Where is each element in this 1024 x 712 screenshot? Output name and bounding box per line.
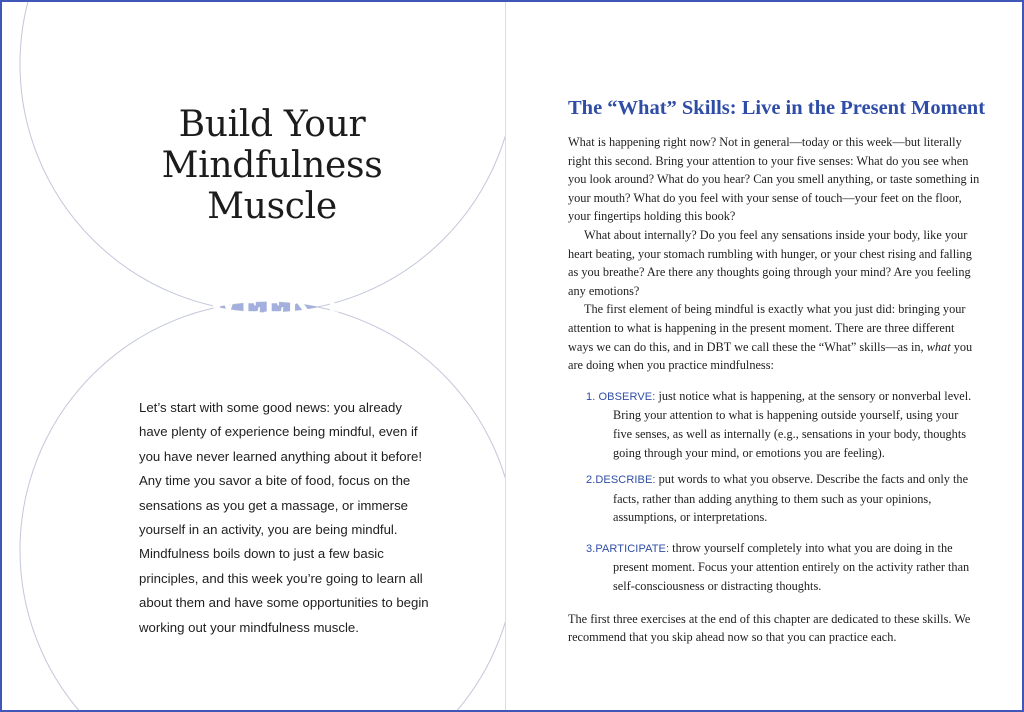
skill-name: 3.PARTICIPATE: [586,542,670,555]
skill-name: 1. OBSERVE: [586,390,656,403]
chapter-title [102,104,442,227]
chapter-title-line: Muscle [207,186,337,227]
emphasis-text: what [926,339,951,354]
skill-description: throw yourself completely into what you are doing in the present moment. Focus your attention entirely on the activity rather than self-consciousness or distracting thoughts. [613,540,970,594]
intro-paragraph: Let’s start with some good news: you already have plenty of experience being mindful, even if you have never learned anything about it before! Any time you savor a bite of food, focus on the sensations as you get a massage, or immerse yourself in an activity, you are being mindful. Mindfulness boils down to just a few basic principles, and this week you’re going to learn all about them and have some opportunities to begin working out your mindfulness muscle. [139,400,429,635]
body-paragraph [568,300,980,374]
skill-description: just notice what is happening, at the sensory or nonverbal level. Bring your attention to what is happening outside yourself, using your five senses, as well as internally (e.g., sensations in your body, thoughts going through your mind, or emotions you are feeling). [613,388,972,460]
skill-describe [568,470,980,527]
closing-paragraph: The first three exercises at the end of this chapter are dedicated to these skills. We recommend that you skip ahead now so that you can practice each. [568,611,971,645]
body-paragraph: What about internally? Do you feel any sensations inside your body, like your heart beating, your stomach rumbling with hunger, or your chest rising and falling as you breathe? Are there any thoughts going through your mind? Are you feeling any emotions? [568,227,972,298]
body-paragraph: What is happening right now? Not in general—today or this week—but literally right this second. Bring your attention to your five senses: What do you see when you look around? What do you hear? Can you smell anything, or taste something in your mouth? What do you feel with your sense of touch—your feet on the floor, your fingertips holding this book? [568,135,980,224]
right-page [506,2,1022,710]
chapter-title-line: Build Your [178,104,366,145]
skill-participate [568,539,980,596]
body-text [568,133,980,647]
skill-name: 2.DESCRIBE: [586,474,656,487]
what-skills-list [568,387,980,596]
paragraph-text: you are doing when you practice mindfulness: [568,339,973,373]
week-label: WEEK 1 [206,284,342,320]
paragraph-text: The first element of being mindful is exactly what you just did: bringing your attention to what is happening in the present moment. There are three different ways we can do this, and in DBT we call these the “What” skills—as in, [568,302,966,354]
chapter-title-line: Mindfulness [161,145,383,186]
left-page [2,2,505,710]
skill-description: put words to what you observe. Describe the facts and only the facts, rather than adding anything to them such as your opinions, assumptions, or interpretations. [613,472,969,525]
skill-observe [568,387,980,462]
section-heading: The “What” Skills: Live in the Present Moment [568,97,986,119]
